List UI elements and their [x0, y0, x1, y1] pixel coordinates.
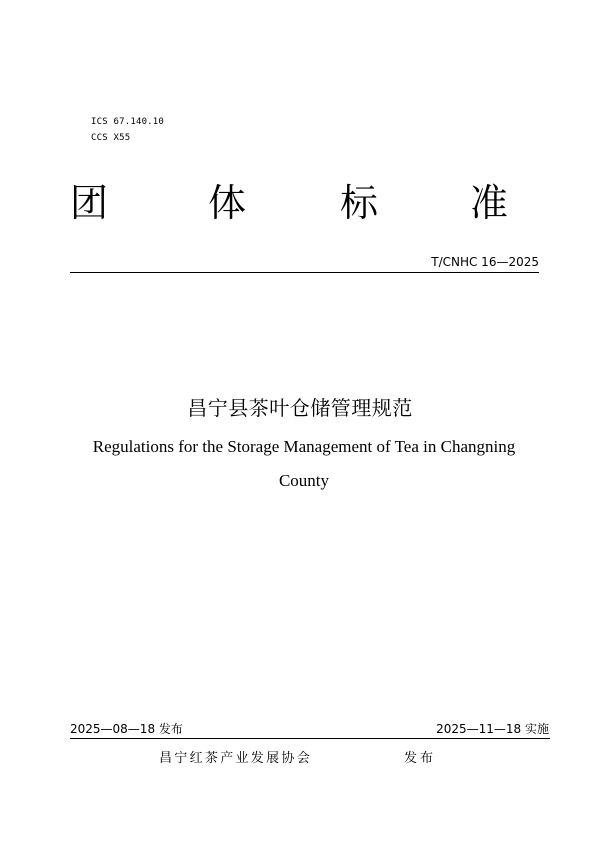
title-chinese: 昌宁县茶叶仓储管理规范	[187, 396, 413, 420]
standard-type-char: 体	[208, 181, 247, 225]
title-english: Regulations for the Storage Management of Tea in Changning County	[92, 437, 516, 490]
bottom-divider	[70, 738, 550, 739]
publish-date: 2025—08—18 发布	[70, 722, 183, 736]
implement-date: 2025—11—18 实施	[436, 722, 549, 736]
issuer-action: 发布	[404, 751, 437, 766]
ccs-code: CCS X55	[91, 133, 131, 143]
standard-type-heading	[70, 178, 520, 238]
classification-block	[91, 114, 164, 146]
ics-code: ICS 67.140.10	[91, 117, 165, 127]
issuer-name: 昌宁红茶产业发展协会	[159, 751, 313, 766]
standard-type-char: 准	[470, 181, 509, 225]
standard-type-char: 标	[340, 181, 379, 225]
top-divider	[70, 272, 539, 273]
standard-code: T/CNHC 16—2025	[431, 255, 539, 269]
standard-type-char: 团	[70, 181, 109, 225]
